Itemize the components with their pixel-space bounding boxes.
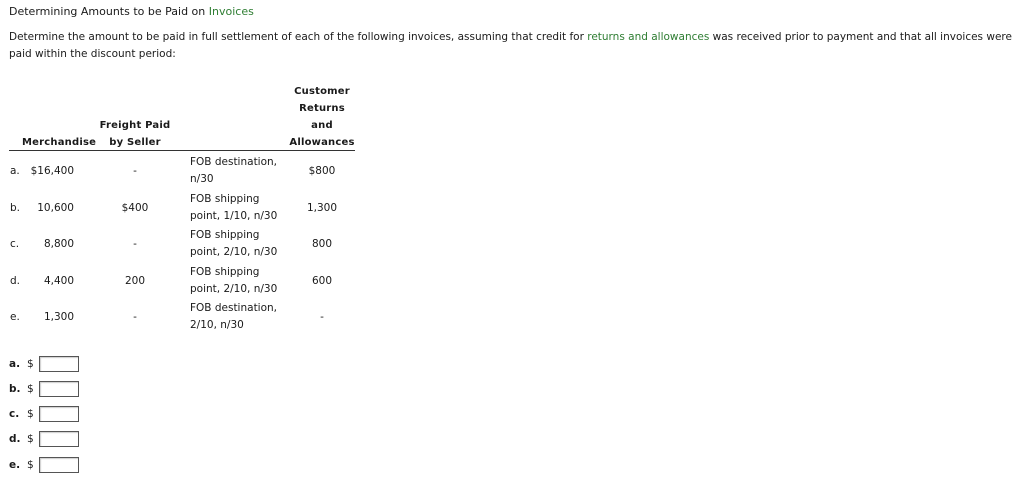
row-terms <box>190 154 290 188</box>
header-divider <box>9 150 355 151</box>
answer-row-e <box>9 456 79 474</box>
row-terms-line1: FOB shipping <box>190 193 260 205</box>
instructions <box>9 29 1021 63</box>
currency-symbol: $ <box>27 358 34 370</box>
row-returns: $800 <box>308 165 336 177</box>
answer-row-a <box>9 355 79 373</box>
row-terms-line2: point, 1/10, n/30 <box>190 210 278 222</box>
merchandise-header: Merchandise <box>22 137 97 148</box>
instructions-before: Determine the amount to be paid in full settlement of each of the following invoices, assuming that credit for <box>9 31 584 43</box>
title-text: Determining Amounts to be Paid on <box>9 5 206 18</box>
row-terms-line2: point, 2/10, n/30 <box>190 246 278 258</box>
currency-symbol: $ <box>27 459 34 471</box>
row-terms-line2: point, 2/10, n/30 <box>190 283 278 295</box>
row-letter: a. <box>10 165 20 177</box>
row-terms-line1: FOB shipping <box>190 229 260 241</box>
row-letter: c. <box>10 238 20 250</box>
returns-header-line4: Allowances <box>289 137 355 148</box>
row-terms <box>190 227 290 261</box>
row-terms-line2: 2/10, n/30 <box>190 319 244 331</box>
row-letter: b. <box>10 202 21 214</box>
instructions-after: was received prior to payment and that all invoices were paid within the discount period: <box>9 31 1012 60</box>
row-freight: - <box>133 238 137 250</box>
answer-input-d[interactable] <box>39 431 79 447</box>
returns-header-line1: Customer <box>294 86 350 97</box>
currency-symbol: $ <box>27 433 34 445</box>
answer-letter: a. <box>9 358 21 370</box>
answer-input-b[interactable] <box>39 381 79 397</box>
row-freight: - <box>133 165 137 177</box>
row-returns: 800 <box>311 238 333 250</box>
answer-row-d <box>9 430 79 448</box>
row-terms <box>190 264 290 298</box>
row-merchandise: 8,800 <box>43 238 74 250</box>
freight-header-line1: Freight Paid <box>99 120 171 131</box>
row-terms-line1: FOB destination, <box>190 156 278 168</box>
row-letter: e. <box>10 311 20 323</box>
returns-allowances-link[interactable]: returns and allowances <box>587 31 710 43</box>
returns-header-line3: and <box>311 120 333 131</box>
answer-letter: c. <box>9 408 20 420</box>
answer-input-a[interactable] <box>39 356 79 372</box>
row-merchandise: 10,600 <box>37 202 74 214</box>
page-title <box>9 5 254 18</box>
row-merchandise: $16,400 <box>30 165 74 177</box>
row-freight: 200 <box>124 275 146 287</box>
row-terms-line1: FOB destination, <box>190 302 278 314</box>
answer-letter: e. <box>9 459 21 471</box>
answer-letter: d. <box>9 433 21 445</box>
invoices-link[interactable]: Invoices <box>208 5 254 18</box>
row-merchandise: 1,300 <box>43 311 74 323</box>
row-letter: d. <box>10 275 21 287</box>
row-terms-line2: n/30 <box>190 173 214 185</box>
row-merchandise: 4,400 <box>43 275 74 287</box>
row-terms <box>190 191 290 225</box>
answer-row-b <box>9 380 79 398</box>
row-freight: - <box>133 311 137 323</box>
row-terms <box>190 300 290 334</box>
currency-symbol: $ <box>27 383 34 395</box>
row-returns: 600 <box>311 275 333 287</box>
freight-header-line2: by Seller <box>109 137 161 148</box>
row-freight: $400 <box>121 202 149 214</box>
currency-symbol: $ <box>27 408 34 420</box>
row-returns: - <box>320 311 324 323</box>
returns-header-line2: Returns <box>299 103 345 114</box>
row-terms-line1: FOB shipping <box>190 266 260 278</box>
row-returns: 1,300 <box>306 202 338 214</box>
answer-letter: b. <box>9 383 21 395</box>
answer-input-e[interactable] <box>39 457 79 473</box>
answer-row-c <box>9 405 79 423</box>
answer-input-c[interactable] <box>39 406 79 422</box>
